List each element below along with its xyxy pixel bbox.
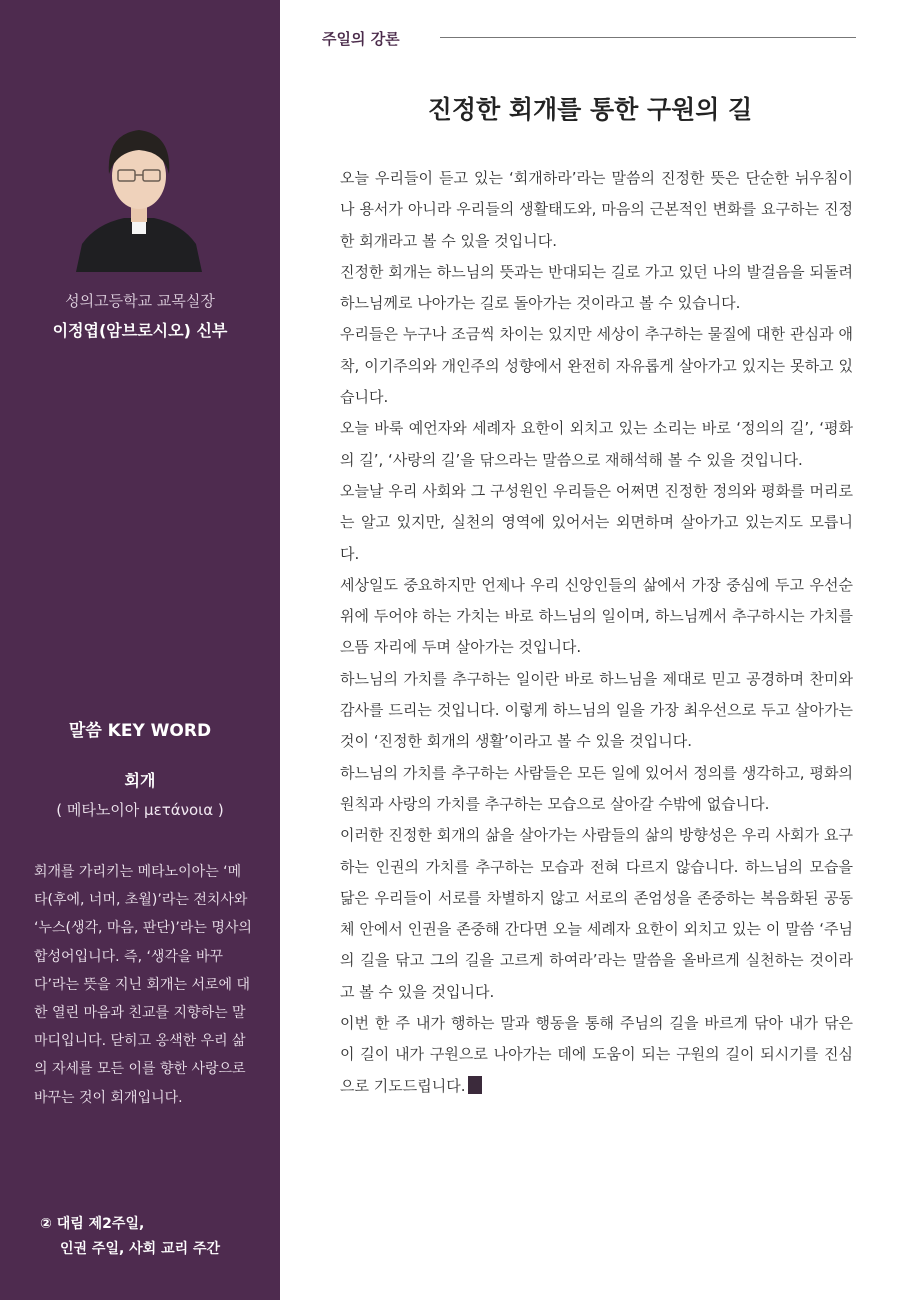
section-label: 주일의 강론	[322, 30, 400, 48]
article-paragraph: 세상일도 중요하지만 언제나 우리 신앙인들의 삶에서 가장 중심에 두고 우선순위에 두어야 하는 가치는 바로 하느님의 일이며, 하느님께서 추구하시는 가치를 으뜸 자리에 두며 살아가는 것입니다.	[340, 575, 853, 657]
author-name: 이정엽(암브로시오) 신부	[52, 321, 228, 340]
end-mark-icon	[468, 1076, 482, 1094]
liturgical-occasion	[40, 1212, 220, 1262]
article-body	[340, 163, 853, 1102]
section-divider	[440, 37, 856, 38]
article-paragraph-text: 이번 한 주 내가 행하는 말과 행동을 통해 주님의 길을 바르게 닦아 내가 닦은 이 길이 내가 구원으로 나아가는 데에 도움이 되는 구원의 길이 되시기를 진심으로 기도드립니다.	[340, 1014, 853, 1095]
article-paragraph: 우리들은 누구나 조금씩 차이는 있지만 세상이 추구하는 물질에 대한 관심과 애착, 이기주의와 개인주의 성향에서 완전히 자유롭게 살아가고 있지는 못하고 있습니다.	[340, 325, 853, 407]
article-paragraph: 하느님의 가치를 추구하는 사람들은 모든 일에 있어서 정의를 생각하고, 평화의 원칙과 사랑의 가치를 추구하는 모습으로 살아갈 수밖에 없습니다.	[340, 763, 853, 813]
article-title: 진정한 회개를 통한 구원의 길	[427, 95, 753, 124]
sidebar	[0, 0, 280, 1300]
author-affiliation: 성의고등학교 교목실장	[65, 292, 215, 310]
article-paragraph-last	[340, 1008, 853, 1102]
keyword-term: 회개	[124, 771, 156, 790]
article-paragraph: 이러한 진정한 회개의 삶을 살아가는 사람들의 삶의 방향성은 우리 사회가 요구하는 인권의 가치를 추구하는 모습과 전혀 다르지 않습니다. 하느님의 모습을 닮은 우리들이 서로를 차별하지 않고 서로의 존엄성을 존중하는 복음화된 공동체 안에서 인권을 존중해 간다면 오늘 세례자 요한이 외치고 있는 이 말씀 ‘주님의 길을 닦고 그의 길을 고르게 하여라’라는 말씀을 올바르게 실천하는 것이라고 볼 수 있을 것입니다.	[340, 826, 853, 1001]
article-paragraph: 오늘날 우리 사회와 그 구성원인 우리들은 어쩌면 진정한 정의와 평화를 머리로는 알고 있지만, 실천의 영역에 있어서는 외면하며 살아가고 있는지도 모릅니다.	[340, 481, 853, 563]
keyword-description-text: 회개를 가리키는 메타노이아는 ‘메타(후에, 너머, 초월)’라는 전치사와 ‘누스(생각, 마음, 판단)’라는 명사의 합성어입니다. 즉, ‘생각을 바꾸다’라는 뜻을 지닌 회개는 서로에 대한 열린 마음과 친교를 지향하는 말마디입니다. 닫히고 옹색한 우리 삶의 자세를 모든 이를 향한 사랑으로 바꾸는 것이 회개입니다.	[34, 864, 252, 1106]
article-paragraph: 하느님의 가치를 추구하는 일이란 바로 하느님을 제대로 믿고 공경하며 찬미와 감사를 드리는 것입니다. 이렇게 하느님의 일을 가장 최우선으로 두고 살아가는 것이 ‘진정한 회개의 생활’이라고 볼 수 있을 것입니다.	[340, 669, 853, 751]
article-paragraph: 오늘 바룩 예언자와 세례자 요한이 외치고 있는 소리는 바로 ‘정의의 길’, ‘평화의 길’, ‘사랑의 길’을 닦으라는 말씀으로 재해석해 볼 수 있을 것입니다.	[340, 419, 853, 469]
author-photo	[76, 116, 202, 272]
article-paragraph: 오늘 우리들이 듣고 있는 ‘회개하라’라는 말씀의 진정한 뜻은 단순한 뉘우침이나 용서가 아니라 우리들의 생활태도와, 마음의 근본적인 변화를 요구하는 진정한 회개라고 볼 수 있을 것입니다.	[340, 169, 853, 250]
keyword-etymology: ( 메타노이아 μετάνοια )	[56, 801, 224, 819]
keyword-heading: 말씀 KEY WORD	[68, 721, 212, 741]
keyword-description	[34, 858, 252, 1112]
article-paragraph: 진정한 회개는 하느님의 뜻과는 반대되는 길로 가고 있던 나의 발걸음을 되돌려 하느님께로 나아가는 길로 돌아가는 것이라고 볼 수 있습니다.	[340, 262, 853, 313]
occasion-line-1: ② 대림 제2주일,	[40, 1216, 145, 1232]
occasion-line-2: 인권 주일, 사회 교리 주간	[60, 1241, 221, 1257]
